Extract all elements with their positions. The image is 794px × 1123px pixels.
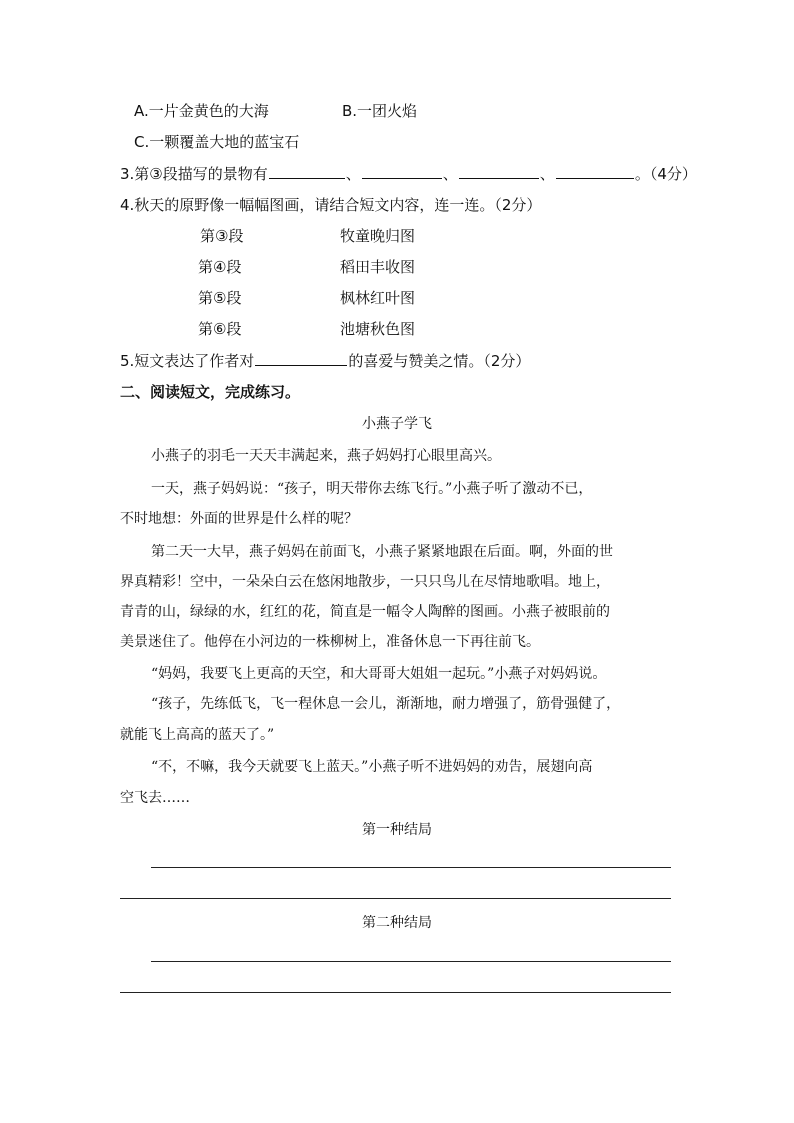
match-right-4: 池塘秋色图: [340, 320, 416, 338]
match-right-3: 枫林红叶图: [340, 289, 416, 307]
question-5-prefix: 5.短文表达了作者对: [120, 352, 255, 370]
ending-1-writing-line-1[interactable]: [151, 867, 671, 868]
option-a: A.一片金黄色的大海: [134, 102, 269, 120]
question-3: [120, 164, 697, 184]
answer-blank-4[interactable]: [556, 164, 634, 179]
answer-blank-5[interactable]: [255, 351, 347, 366]
ending-2-writing-line-2[interactable]: [120, 992, 671, 993]
separator: 、: [539, 165, 555, 183]
option-b: B.一团火焰: [342, 102, 418, 120]
option-c: C.一颗覆盖大地的蓝宝石: [134, 133, 300, 151]
match-left-3: 第⑤段: [198, 289, 242, 307]
paragraph-3-line-1: 第二天一大早，燕子妈妈在前面飞，小燕子紧紧地跟在后面。啊，外面的世: [151, 544, 613, 560]
paragraph-1-line-1: 小燕子的羽毛一天天丰满起来，燕子妈妈打心眼里高兴。: [151, 448, 501, 464]
match-right-1: 牧童晚归图: [340, 227, 416, 245]
match-right-2: 稻田丰收图: [340, 258, 416, 276]
match-left-2: 第④段: [198, 258, 242, 276]
match-left-1: 第③段: [200, 227, 244, 245]
separator: 、: [442, 165, 458, 183]
paragraph-4-line-1: “妈妈，我要飞上更高的天空，和大哥哥大姐姐一起玩。”小燕子对妈妈说。: [151, 666, 607, 682]
section-2-heading: 二、阅读短文，完成练习。: [120, 383, 301, 401]
question-3-suffix: 。（4分）: [634, 165, 697, 183]
answer-blank-3[interactable]: [459, 164, 539, 179]
match-left-4: 第⑥段: [198, 320, 242, 338]
paragraph-6-line-1: “不，不嘛，我今天就要飞上蓝天。”小燕子听不进妈妈的劝告，展翅向高: [151, 759, 593, 775]
story-title: 小燕子学飞: [362, 416, 432, 432]
answer-blank-1[interactable]: [269, 164, 345, 179]
ending-2-writing-line-1[interactable]: [151, 961, 671, 962]
ending-2-label: 第二种结局: [362, 915, 432, 931]
question-3-prefix: 3.第③段描写的景物有: [120, 165, 268, 183]
paragraph-5-line-1: “孩子，先练低飞，飞一程休息一会儿，渐渐地，耐力增强了，筋骨强健了，: [151, 696, 621, 712]
paragraph-2-line-1: 一天，燕子妈妈说：“孩子，明天带你去练飞行。”小燕子听了激动不已，: [151, 481, 593, 497]
paragraph-3-line-2: 界真精彩！空中，一朵朵白云在悠闲地散步，一只只鸟儿在尽情地歌唱。地上，: [120, 574, 610, 590]
ending-1-label: 第一种结局: [362, 822, 432, 838]
question-5: [120, 351, 530, 371]
paragraph-5-line-2: 就能飞上高高的蓝天了。”: [120, 727, 275, 743]
separator: 、: [345, 165, 361, 183]
question-4-prompt: 4.秋天的原野像一幅幅图画，请结合短文内容，连一连。（2分）: [120, 196, 542, 214]
answer-blank-2[interactable]: [362, 164, 442, 179]
paragraph-3-line-3: 青青的山，绿绿的水，红红的花，简直是一幅令人陶醉的图画。小燕子被眼前的: [120, 604, 610, 620]
paragraph-3-line-4: 美景迷住了。他停在小河边的一株柳树上，准备休息一下再往前飞。: [120, 634, 540, 650]
paragraph-2-line-2: 不时地想：外面的世界是什么样的呢？: [120, 511, 358, 527]
ending-1-writing-line-2[interactable]: [120, 898, 671, 899]
paragraph-6-line-2: 空飞去……: [120, 790, 190, 806]
question-5-suffix: 的喜爱与赞美之情。（2分）: [348, 352, 531, 370]
